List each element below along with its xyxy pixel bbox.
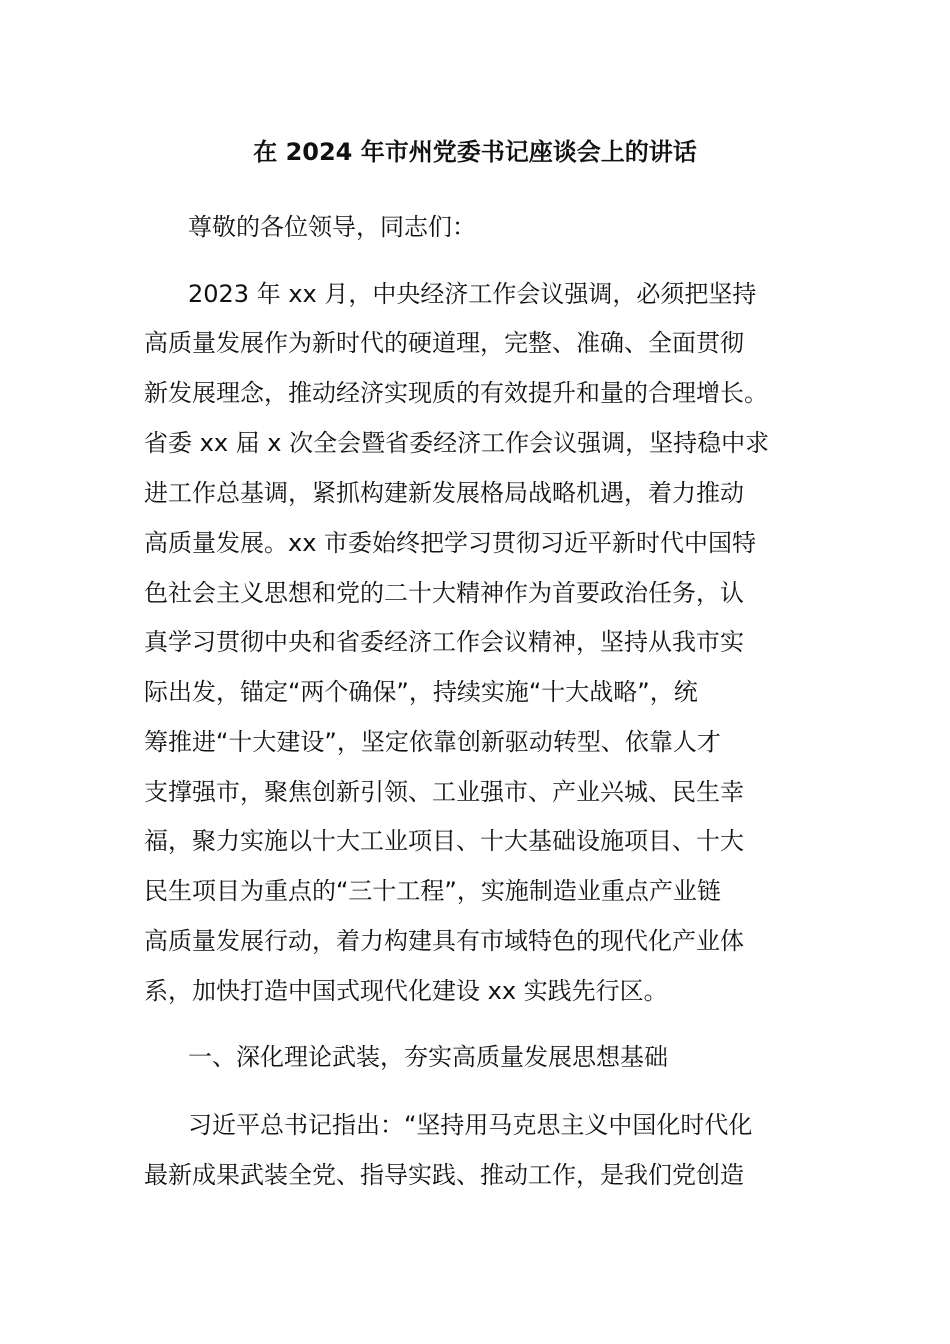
paragraph-1-line-1: 2023 年 xx 月，中央经济工作会议强调，必须把坚持 xyxy=(188,280,757,308)
paragraph-1-line-15: 系，加快打造中国式现代化建设 xx 实践先行区。 xyxy=(144,977,668,1005)
paragraph-1-line-14: 高质量发展行动，着力构建具有市域特色的现代化产业体 xyxy=(144,927,744,955)
paragraph-1-line-13: 民生项目为重点的“三十工程”，实施制造业重点产业链 xyxy=(144,877,721,905)
paragraph-2-line-2: 最新成果武装全党、指导实践、推动工作，是我们党创造 xyxy=(144,1161,744,1189)
document-title: 在 2024 年市州党委书记座谈会上的讲话 xyxy=(253,138,697,166)
paragraph-1-line-8: 真学习贯彻中央和省委经济工作会议精神，坚持从我市实 xyxy=(144,628,744,656)
paragraph-1-line-7: 色社会主义思想和党的二十大精神作为首要政治任务，认 xyxy=(144,579,744,607)
paragraph-1-line-9: 际出发，锚定“两个确保”，持续实施“十大战略”，统 xyxy=(144,678,698,706)
paragraph-1-line-6: 高质量发展。xx 市委始终把学习贯彻习近平新时代中国特 xyxy=(144,529,757,557)
section-heading-1: 一、深化理论武装，夯实高质量发展思想基础 xyxy=(188,1043,668,1071)
paragraph-1-line-5: 进工作总基调，紧抓构建新发展格局战略机遇，着力推动 xyxy=(144,479,744,507)
paragraph-1-line-10: 筹推进“十大建设”，坚定依靠创新驱动转型、依靠人才 xyxy=(144,728,721,756)
paragraph-1-line-3: 新发展理念，推动经济实现质的有效提升和量的合理增长。 xyxy=(144,379,768,407)
paragraph-2-line-1: 习近平总书记指出：“坚持用马克思主义中国化时代化 xyxy=(188,1111,753,1139)
paragraph-1-line-12: 福，聚力实施以十大工业项目、十大基础设施项目、十大 xyxy=(144,827,744,855)
paragraph-1-line-4: 省委 xx 届 x 次全会暨省委经济工作会议强调，坚持稳中求 xyxy=(144,429,770,457)
paragraph-1-line-2: 高质量发展作为新时代的硬道理，完整、准确、全面贯彻 xyxy=(144,329,744,357)
salutation: 尊敬的各位领导，同志们： xyxy=(188,213,476,241)
paragraph-1-line-11: 支撑强市，聚焦创新引领、工业强市、产业兴城、民生幸 xyxy=(144,778,744,806)
